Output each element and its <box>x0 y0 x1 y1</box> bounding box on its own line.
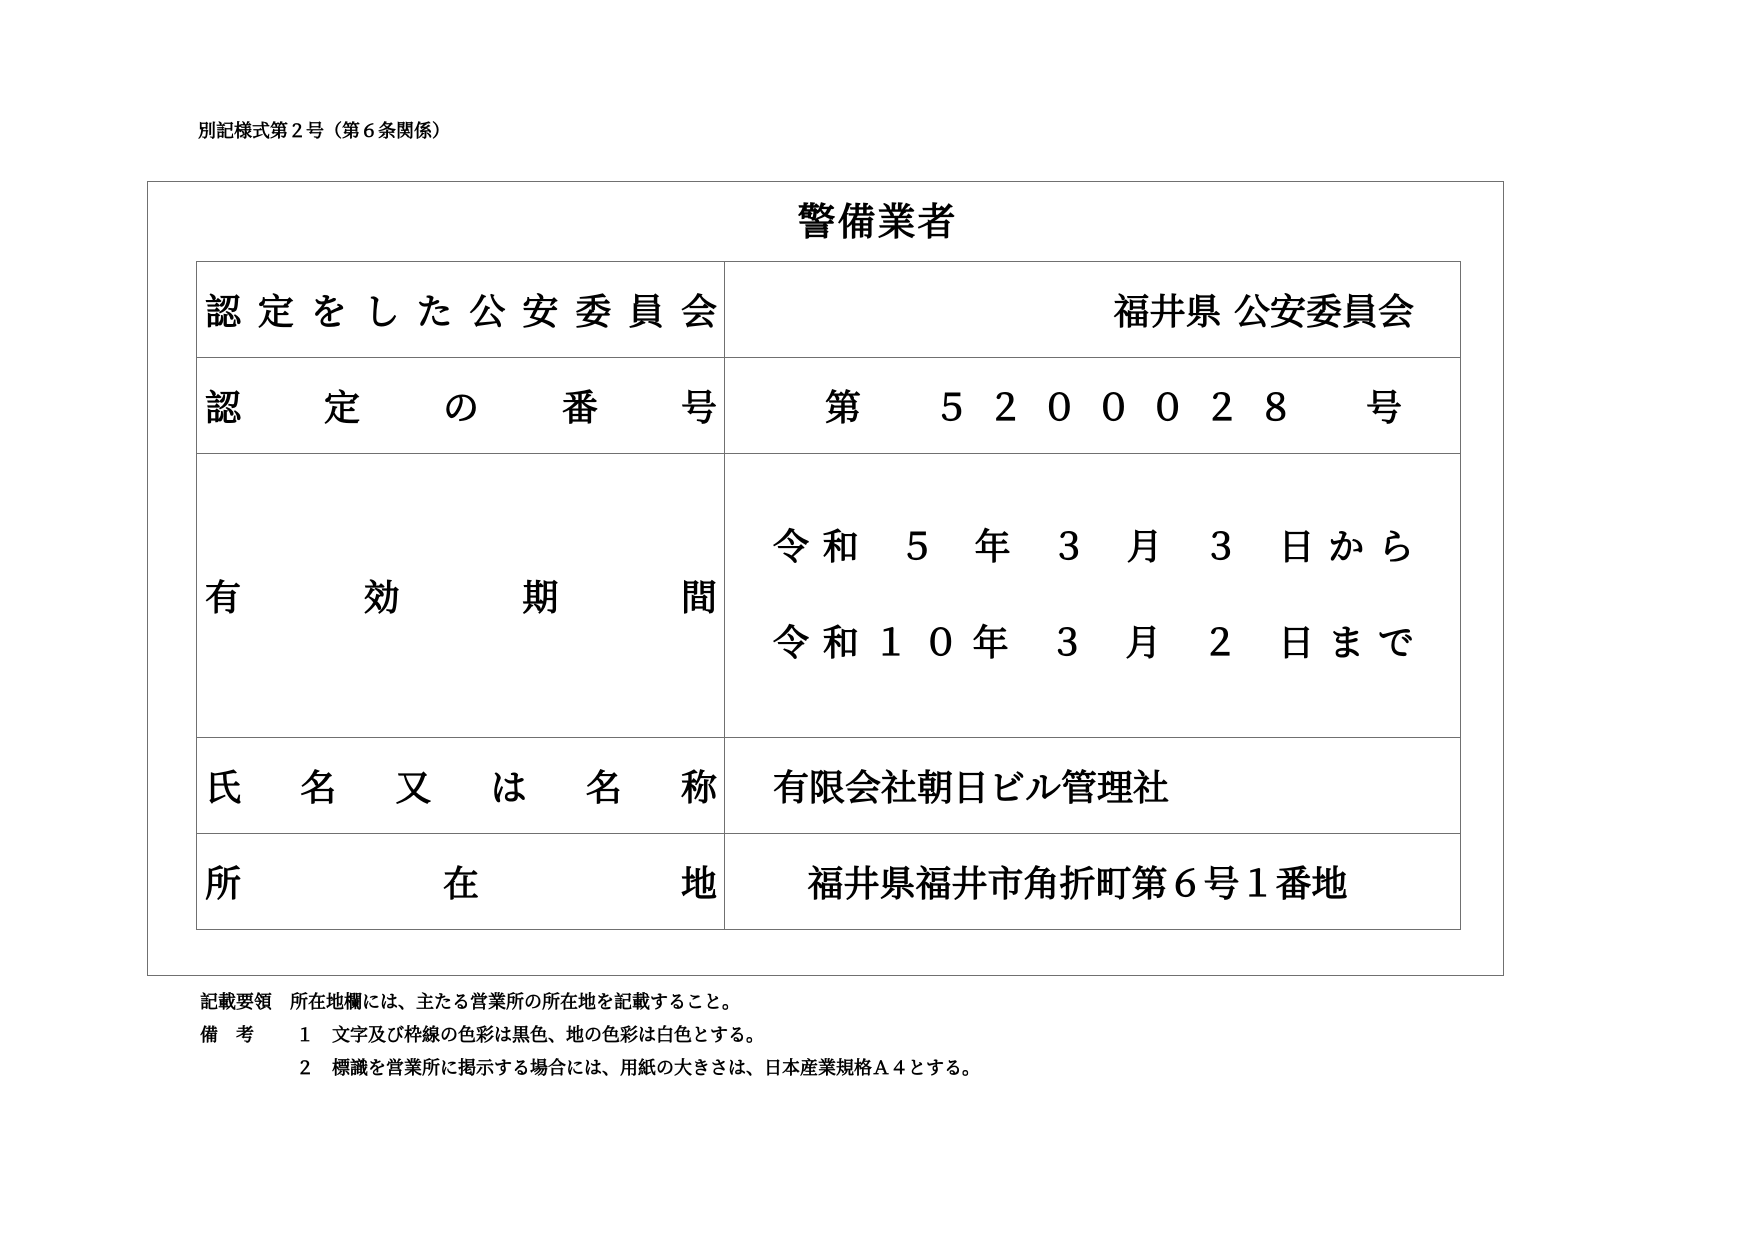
instructions-heading: 記載要領 <box>200 992 272 1013</box>
remark-1-text: 文字及び枠線の色彩は黒色、地の色彩は白色とする。 <box>332 1025 764 1046</box>
validity-value <box>725 454 1461 738</box>
cert-number-label: 認定の番号 <box>197 358 725 454</box>
remark-2-number: ２ <box>296 1058 314 1079</box>
remark-2-text: 標識を営業所に掲示する場合には、用紙の大きさは、日本産業規格Ａ４とする。 <box>332 1058 980 1079</box>
remark-1-number: １ <box>296 1025 314 1046</box>
name-label: 氏名又は名称 <box>197 738 725 834</box>
remarks-heading: 備 考 <box>200 1025 254 1046</box>
validity-from: 令和 ５ 年 ３ 月 ３ 日から <box>773 526 1414 568</box>
form-reference: 別記様式第２号（第６条関係） <box>198 121 450 142</box>
instructions-note <box>200 986 980 1019</box>
table-row-cert-number <box>197 358 1461 454</box>
sign-title: 警備業者 <box>797 200 958 244</box>
notes-section <box>200 986 980 1085</box>
table-row-validity <box>197 454 1461 738</box>
validity-to: 令和１０年 ３ 月 ２ 日まで <box>773 622 1414 664</box>
commission-value: 福井県 公安委員会 <box>725 262 1461 358</box>
table-row-commission <box>197 262 1461 358</box>
remark-2 <box>200 1052 980 1085</box>
sign-table <box>196 261 1461 930</box>
name-value: 有限会社朝日ビル管理社 <box>725 738 1461 834</box>
table-row-name <box>197 738 1461 834</box>
remark-1 <box>200 1019 980 1052</box>
address-label: 所在地 <box>197 834 725 930</box>
address-value: 福井県福井市角折町第６号１番地 <box>725 834 1461 930</box>
validity-label: 有効期間 <box>197 454 725 738</box>
table-row-address <box>197 834 1461 930</box>
instructions-text: 所在地欄には、主たる営業所の所在地を記載すること。 <box>290 992 740 1013</box>
cert-number-value: 第 ５２０００２８ 号 <box>725 358 1461 454</box>
commission-label: 認定をした公安委員会 <box>197 262 725 358</box>
